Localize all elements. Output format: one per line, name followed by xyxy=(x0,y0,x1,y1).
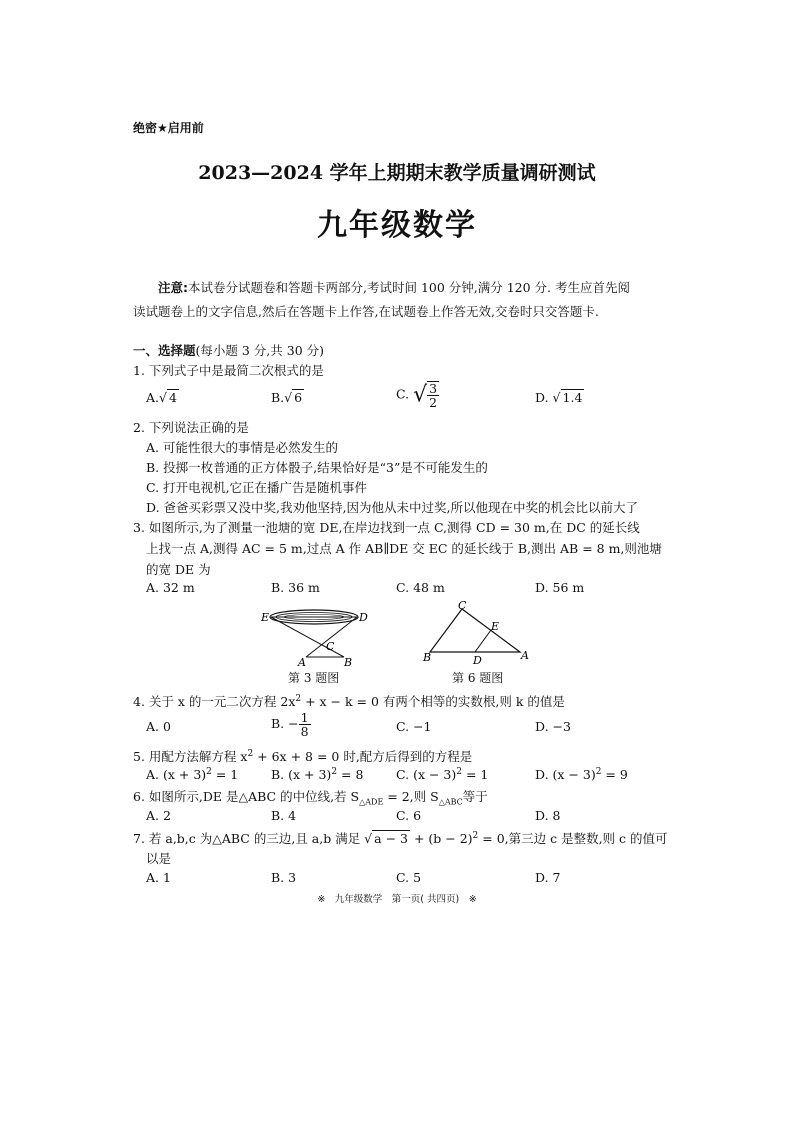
q5-option-d: D. $(x - 3)^2 = 9$ xyxy=(535,767,628,783)
q2-option-d: D. 爸爸买彩票又没中奖,我劝他坚持,因为他从未中过奖,所以他现在中奖的机会比以前大了 xyxy=(146,500,638,515)
q4-option-a: A. 0 xyxy=(146,719,171,734)
q7-option-c: C. 5 xyxy=(396,870,422,885)
q6-stem: 6. 如图所示,DE 是△ABC 的中位线,若 $S_{\triangle ADE} = 2$,则 $S_{\triangle ABC}$等于 xyxy=(133,789,488,807)
q6-option-a: A. 2 xyxy=(146,808,171,823)
q4-option-d: D. −3 xyxy=(535,719,571,734)
q3-option-a: A. 32 m xyxy=(146,580,195,595)
fig3-label-c: C xyxy=(326,640,335,653)
q7-option-d: D. 7 xyxy=(535,870,561,885)
section-label: 一、选择题 xyxy=(133,343,196,358)
q7-line-1: 7. 若 a,b,c 为△ABC 的三边,且 a,b 满足 √ $a - 3 + (b - 2)^2 = 0$,第三边 c 是整数,则 c 的值可 xyxy=(133,830,668,846)
fig6-label-c: C xyxy=(458,600,467,612)
q3-line-3: 的宽 DE 为 xyxy=(146,562,211,577)
figure-3-caption: 第 3 题图 xyxy=(288,671,340,685)
exam-notice xyxy=(133,276,673,324)
q3-option-c: C. 48 m xyxy=(396,580,445,595)
q3-line-2: 上找一点 A,测得 AC = 5 m,过点 A 作 AB∥DE 交 EC 的延长线于 B,测出 AB = 8 m,则池塘 xyxy=(146,541,662,556)
fig6-label-e: E xyxy=(491,620,500,633)
fig3-label-d: D xyxy=(359,611,368,624)
q6-option-d: D. 8 xyxy=(535,808,561,823)
notice-label: 注意: xyxy=(158,280,188,295)
figure-3-pond-diagram xyxy=(258,605,373,667)
q7-line-2: 以是 xyxy=(146,851,172,866)
q5-option-b: B. $(x + 3)^2 = 8$ xyxy=(271,767,364,783)
subject-title: 九年级数学 xyxy=(317,208,477,243)
q5-option-c: C. $(x - 3)^2 = 1$ xyxy=(396,767,489,783)
fig6-label-a: A xyxy=(521,649,529,662)
q7-option-a: A. 1 xyxy=(146,870,171,885)
q6-option-c: C. 6 xyxy=(396,808,422,823)
notice-text-1: 本试卷分试题卷和答题卡两部分,考试时间 100 分钟,满分 120 分. 考生应首先阅 xyxy=(188,280,631,295)
fig3-label-e: E xyxy=(261,611,270,624)
exam-title: 2023—2024 学年上期期末教学质量调研测试 xyxy=(198,162,596,184)
q1-option-b: B.√ 6 xyxy=(271,390,303,405)
q6-option-b: B. 4 xyxy=(271,808,297,823)
q4-stem: 4. 关于 x 的一元二次方程 $2x^2 + x - k = 0$ 有两个相等的实数根,则 k 的值是 xyxy=(133,693,565,709)
confidential-label: 绝密★启用前 xyxy=(133,121,204,135)
fig3-label-b: B xyxy=(344,656,353,667)
fig3-label-a: A xyxy=(298,656,306,667)
q3-option-d: D. 56 m xyxy=(535,580,585,595)
q3-option-b: B. 36 m xyxy=(271,580,320,595)
q4-option-c: C. −1 xyxy=(396,719,432,734)
fig6-label-d: D xyxy=(473,654,482,667)
q7-option-b: B. 3 xyxy=(271,870,297,885)
q2-option-a: A. 可能性很大的事情是必然发生的 xyxy=(146,440,338,455)
q3-line-1: 3. 如图所示,为了测量一池塘的宽 DE,在岸边找到一点 C,测得 CD = 30 m,在 DC 的延长线 xyxy=(133,520,640,535)
q4-option-b: B. − $\frac{1}{8}$ xyxy=(271,710,309,739)
fig6-label-b: B xyxy=(423,651,432,664)
figure-6-caption: 第 6 题图 xyxy=(452,671,504,685)
q1-option-d: D. √ 1.4 xyxy=(535,390,583,405)
figure-6-triangle-diagram xyxy=(420,600,535,668)
q1-stem: 1. 下列式子中是最简二次根式的是 xyxy=(133,363,324,378)
q1-option-a: A.√ 4 xyxy=(146,390,177,405)
q2-option-b: B. 投掷一枚普通的正方体骰子,结果恰好是“3”是不可能发生的 xyxy=(146,460,488,475)
q5-stem: 5. 用配方法解方程 $x^2 + 6x + 8 = 0$ 时,配方后得到的方程是 xyxy=(133,748,473,764)
section-note: (每小题 3 分,共 30 分) xyxy=(195,343,324,358)
q1-option-c: C. √ $\frac{3}{2}$ xyxy=(396,381,438,410)
q2-option-c: C. 打开电视机,它正在播广告是随机事件 xyxy=(146,480,368,495)
q2-stem: 2. 下列说法正确的是 xyxy=(133,420,249,435)
page-footer: ※ 九年级数学 第一页( 共四页) ※ xyxy=(317,894,477,905)
section-heading xyxy=(133,341,324,359)
notice-text-2: 读试题卷上的文字信息,然后在答题卡上作答,在试题卷上作答无效,交卷时只交答题卡. xyxy=(133,304,599,319)
q5-option-a: A. $(x + 3)^2 = 1$ xyxy=(146,767,239,783)
